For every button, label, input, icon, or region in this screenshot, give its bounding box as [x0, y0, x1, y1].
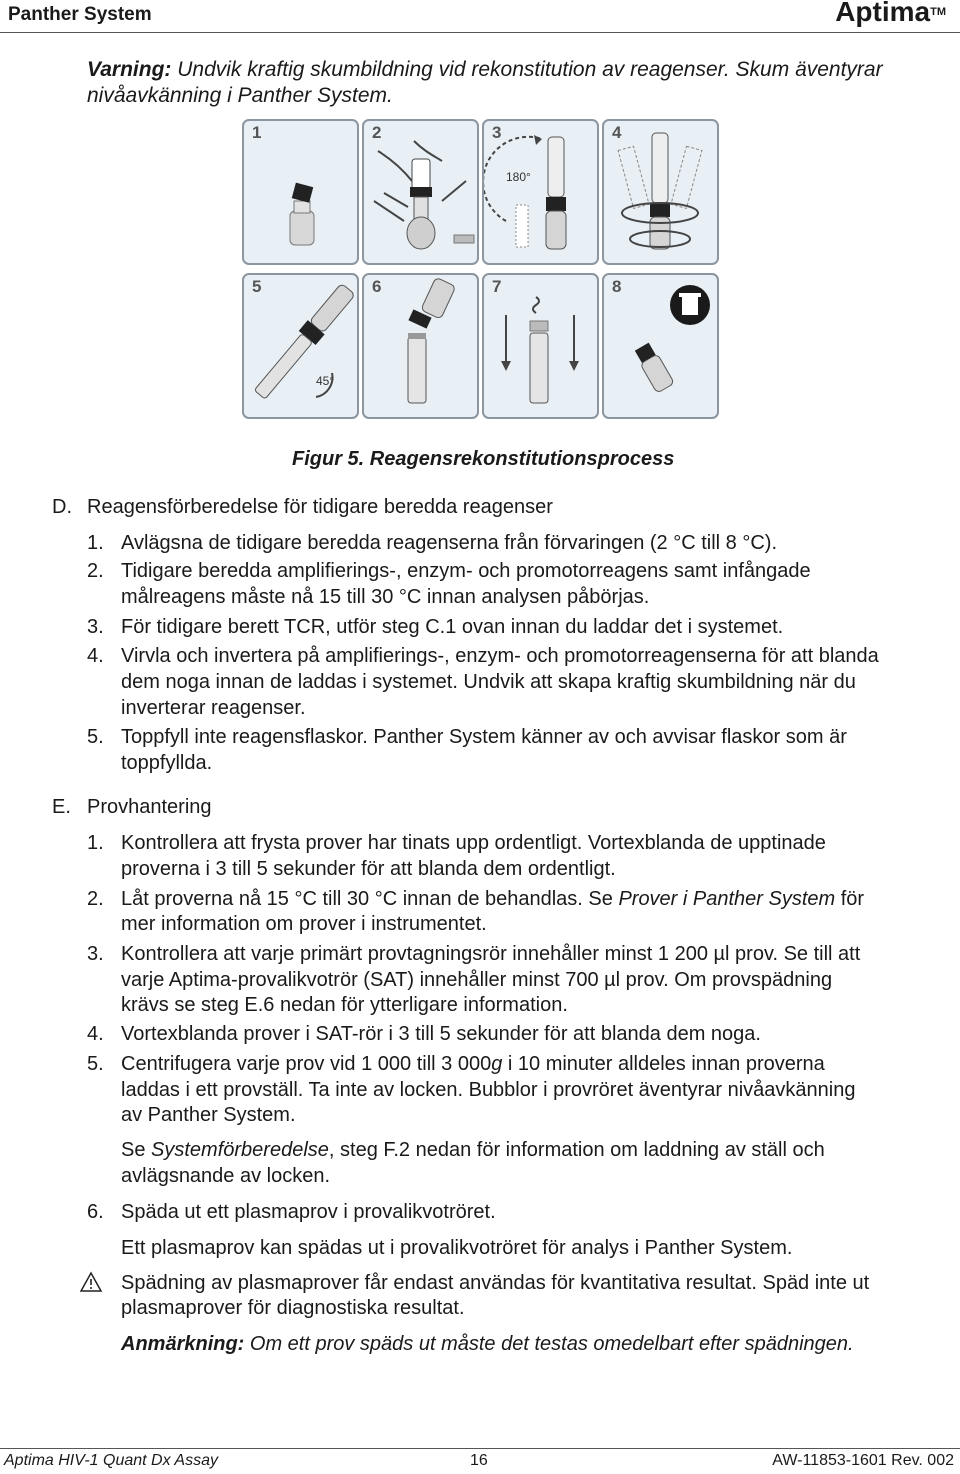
panel-number: 4	[612, 123, 622, 142]
trash-bin-icon	[604, 275, 717, 417]
list-item-cont: laddas i ett provställ. Ta inte av locken. Bubblor i provröret äventyrar nivåavkänning	[121, 1079, 856, 1101]
list-number: 1.	[87, 832, 104, 854]
list-item-cont: av Panther System.	[121, 1104, 296, 1126]
list-item-cont: inverterar reagenser.	[121, 697, 306, 719]
panel-number: 3	[492, 123, 502, 142]
note-label: Anmärkning:	[121, 1333, 245, 1355]
warning-paragraph	[87, 57, 947, 109]
note-text: Om ett prov späds ut måste det testas omedelbart efter spädningen.	[244, 1333, 854, 1355]
panel-number: 2	[372, 123, 382, 142]
figure-panel-2	[362, 119, 479, 265]
section-e-marker: E.	[52, 796, 71, 818]
panel-number: 5	[252, 277, 262, 296]
angle-45-label: 45°	[316, 374, 335, 388]
reagent-bottle-illustration	[244, 121, 357, 263]
bottle-removal-illustration	[364, 275, 477, 417]
caution-text: Spädning av plasmaprover får endast användas för kvantitativa resultat. Späd inte ut	[121, 1272, 870, 1294]
figure-panel-8	[602, 273, 719, 419]
list-item: Toppfyll inte reagensflaskor. Panther System känner av och avvisar flaskor som är	[121, 726, 847, 748]
note-paragraph	[121, 1331, 854, 1357]
figure-panel-6	[362, 273, 479, 419]
warning-triangle-icon	[79, 1271, 103, 1293]
header-divider	[0, 32, 960, 33]
figure-panel-3	[482, 119, 599, 265]
list-item-cont: krävs se steg E.6 nedan för ytterligare information.	[121, 994, 568, 1016]
list-item: Späda ut ett plasmaprov i provalikvotröret.	[121, 1201, 496, 1223]
list-number: 4.	[87, 1023, 104, 1045]
hands-connecting-illustration	[364, 121, 477, 263]
footer-doc-id: AW-11853-1601 Rev. 002	[772, 1452, 954, 1469]
list-item-cont: dem noga innan de laddas i systemet. Undvik att skapa kraftig skumbildning när du	[121, 671, 856, 693]
list-item: Avlägsna de tidigare beredda reagenserna från förvaringen (2 °C till 8 °C).	[121, 532, 777, 554]
figure-panel-1	[242, 119, 359, 265]
footer-divider	[0, 1448, 960, 1449]
tilt-45-illustration	[244, 275, 357, 417]
panel-number: 1	[252, 123, 262, 142]
figure-caption: Figur 5. Reagensrekonstitutionsprocess	[292, 448, 675, 470]
list-number: 1.	[87, 532, 104, 554]
brand-logo: Aptima™	[835, 0, 946, 27]
panel-number: 7	[492, 277, 502, 296]
list-item-cont: proverna i 3 till 5 sekunder för att blanda dem ordentligt.	[121, 858, 616, 880]
warning-label: Varning:	[87, 58, 172, 81]
footer-doc-title: Aptima HIV-1 Quant Dx Assay	[4, 1452, 218, 1469]
header-title: Panther System	[8, 4, 152, 25]
list-number: 5.	[87, 726, 104, 748]
panel-number: 8	[612, 277, 622, 296]
list-number: 6.	[87, 1201, 104, 1223]
list-item-cont: varje Aptima-provalikvotrör (SAT) innehåller minst 700 µl prov. Om provspädning	[121, 969, 833, 991]
cap-tube-illustration	[484, 275, 597, 417]
list-item-cont: mer information om prover i instrumentet.	[121, 913, 487, 935]
list-item: Centrifugera varje prov vid 1 000 till 3 000g i 10 minuter alldeles innan proverna	[121, 1053, 825, 1075]
page-number: 16	[470, 1452, 488, 1469]
list-item: Låt proverna nå 15 °C till 30 °C innan de behandlas. Se Prover i Panther System för	[121, 888, 865, 910]
list-number: 2.	[87, 560, 104, 582]
section-d-marker: D.	[52, 496, 72, 518]
list-item-sub: Ett plasmaprov kan spädas ut i provalikvotröret för analys i Panther System.	[121, 1237, 793, 1259]
doc-reference: Systemförberedelse	[151, 1139, 329, 1161]
list-item-cont: målreagens måste nå 15 till 30 °C innan analysen påbörjas.	[121, 586, 650, 608]
doc-reference: Prover i Panther System	[618, 888, 836, 910]
list-item: Kontrollera att varje primärt provtagningsrör innehåller minst 1 200 µl prov. Se till att	[121, 943, 861, 965]
figure-panel-5	[242, 273, 359, 419]
list-item: Tidigare beredda amplifierings-, enzym- och promotorreagens samt infångade	[121, 560, 811, 582]
invert-180-illustration	[484, 121, 597, 263]
angle-180-label: 180°	[506, 170, 531, 184]
list-item-sub: Se Systemförberedelse, steg F.2 nedan för information om laddning av ställ och	[121, 1139, 825, 1161]
figure-panel-7	[482, 273, 599, 419]
list-number: 3.	[87, 943, 104, 965]
list-number: 5.	[87, 1053, 104, 1075]
list-item-cont: avlägsnande av locken.	[121, 1165, 331, 1187]
warning-text: Undvik kraftig skumbildning vid rekonstitution av reagenser. Skum äventyrar nivåavkänning i Panther System.	[87, 58, 883, 107]
list-item-cont: toppfyllda.	[121, 752, 213, 774]
list-number: 3.	[87, 616, 104, 638]
list-item: För tidigare berett TCR, utför steg C.1 ovan innan du laddar det i systemet.	[121, 616, 784, 638]
list-item: Virvla och invertera på amplifierings-, enzym- och promotorreagenserna för att blanda	[121, 645, 879, 667]
section-d-title: Reagensförberedelse för tidigare beredda reagenser	[87, 496, 553, 518]
list-item: Vortexblanda prover i SAT-rör i 3 till 5 sekunder för att blanda dem noga.	[121, 1023, 761, 1045]
section-e-title: Provhantering	[87, 796, 212, 818]
list-number: 2.	[87, 888, 104, 910]
swirl-illustration	[604, 121, 717, 263]
panel-number: 6	[372, 277, 382, 296]
figure-panel-4	[602, 119, 719, 265]
list-number: 4.	[87, 645, 104, 667]
caution-text-cont: plasmaprover för diagnostiska resultat.	[121, 1297, 465, 1319]
list-item: Kontrollera att frysta prover har tinats upp ordentligt. Vortexblanda de upptinade	[121, 832, 826, 854]
